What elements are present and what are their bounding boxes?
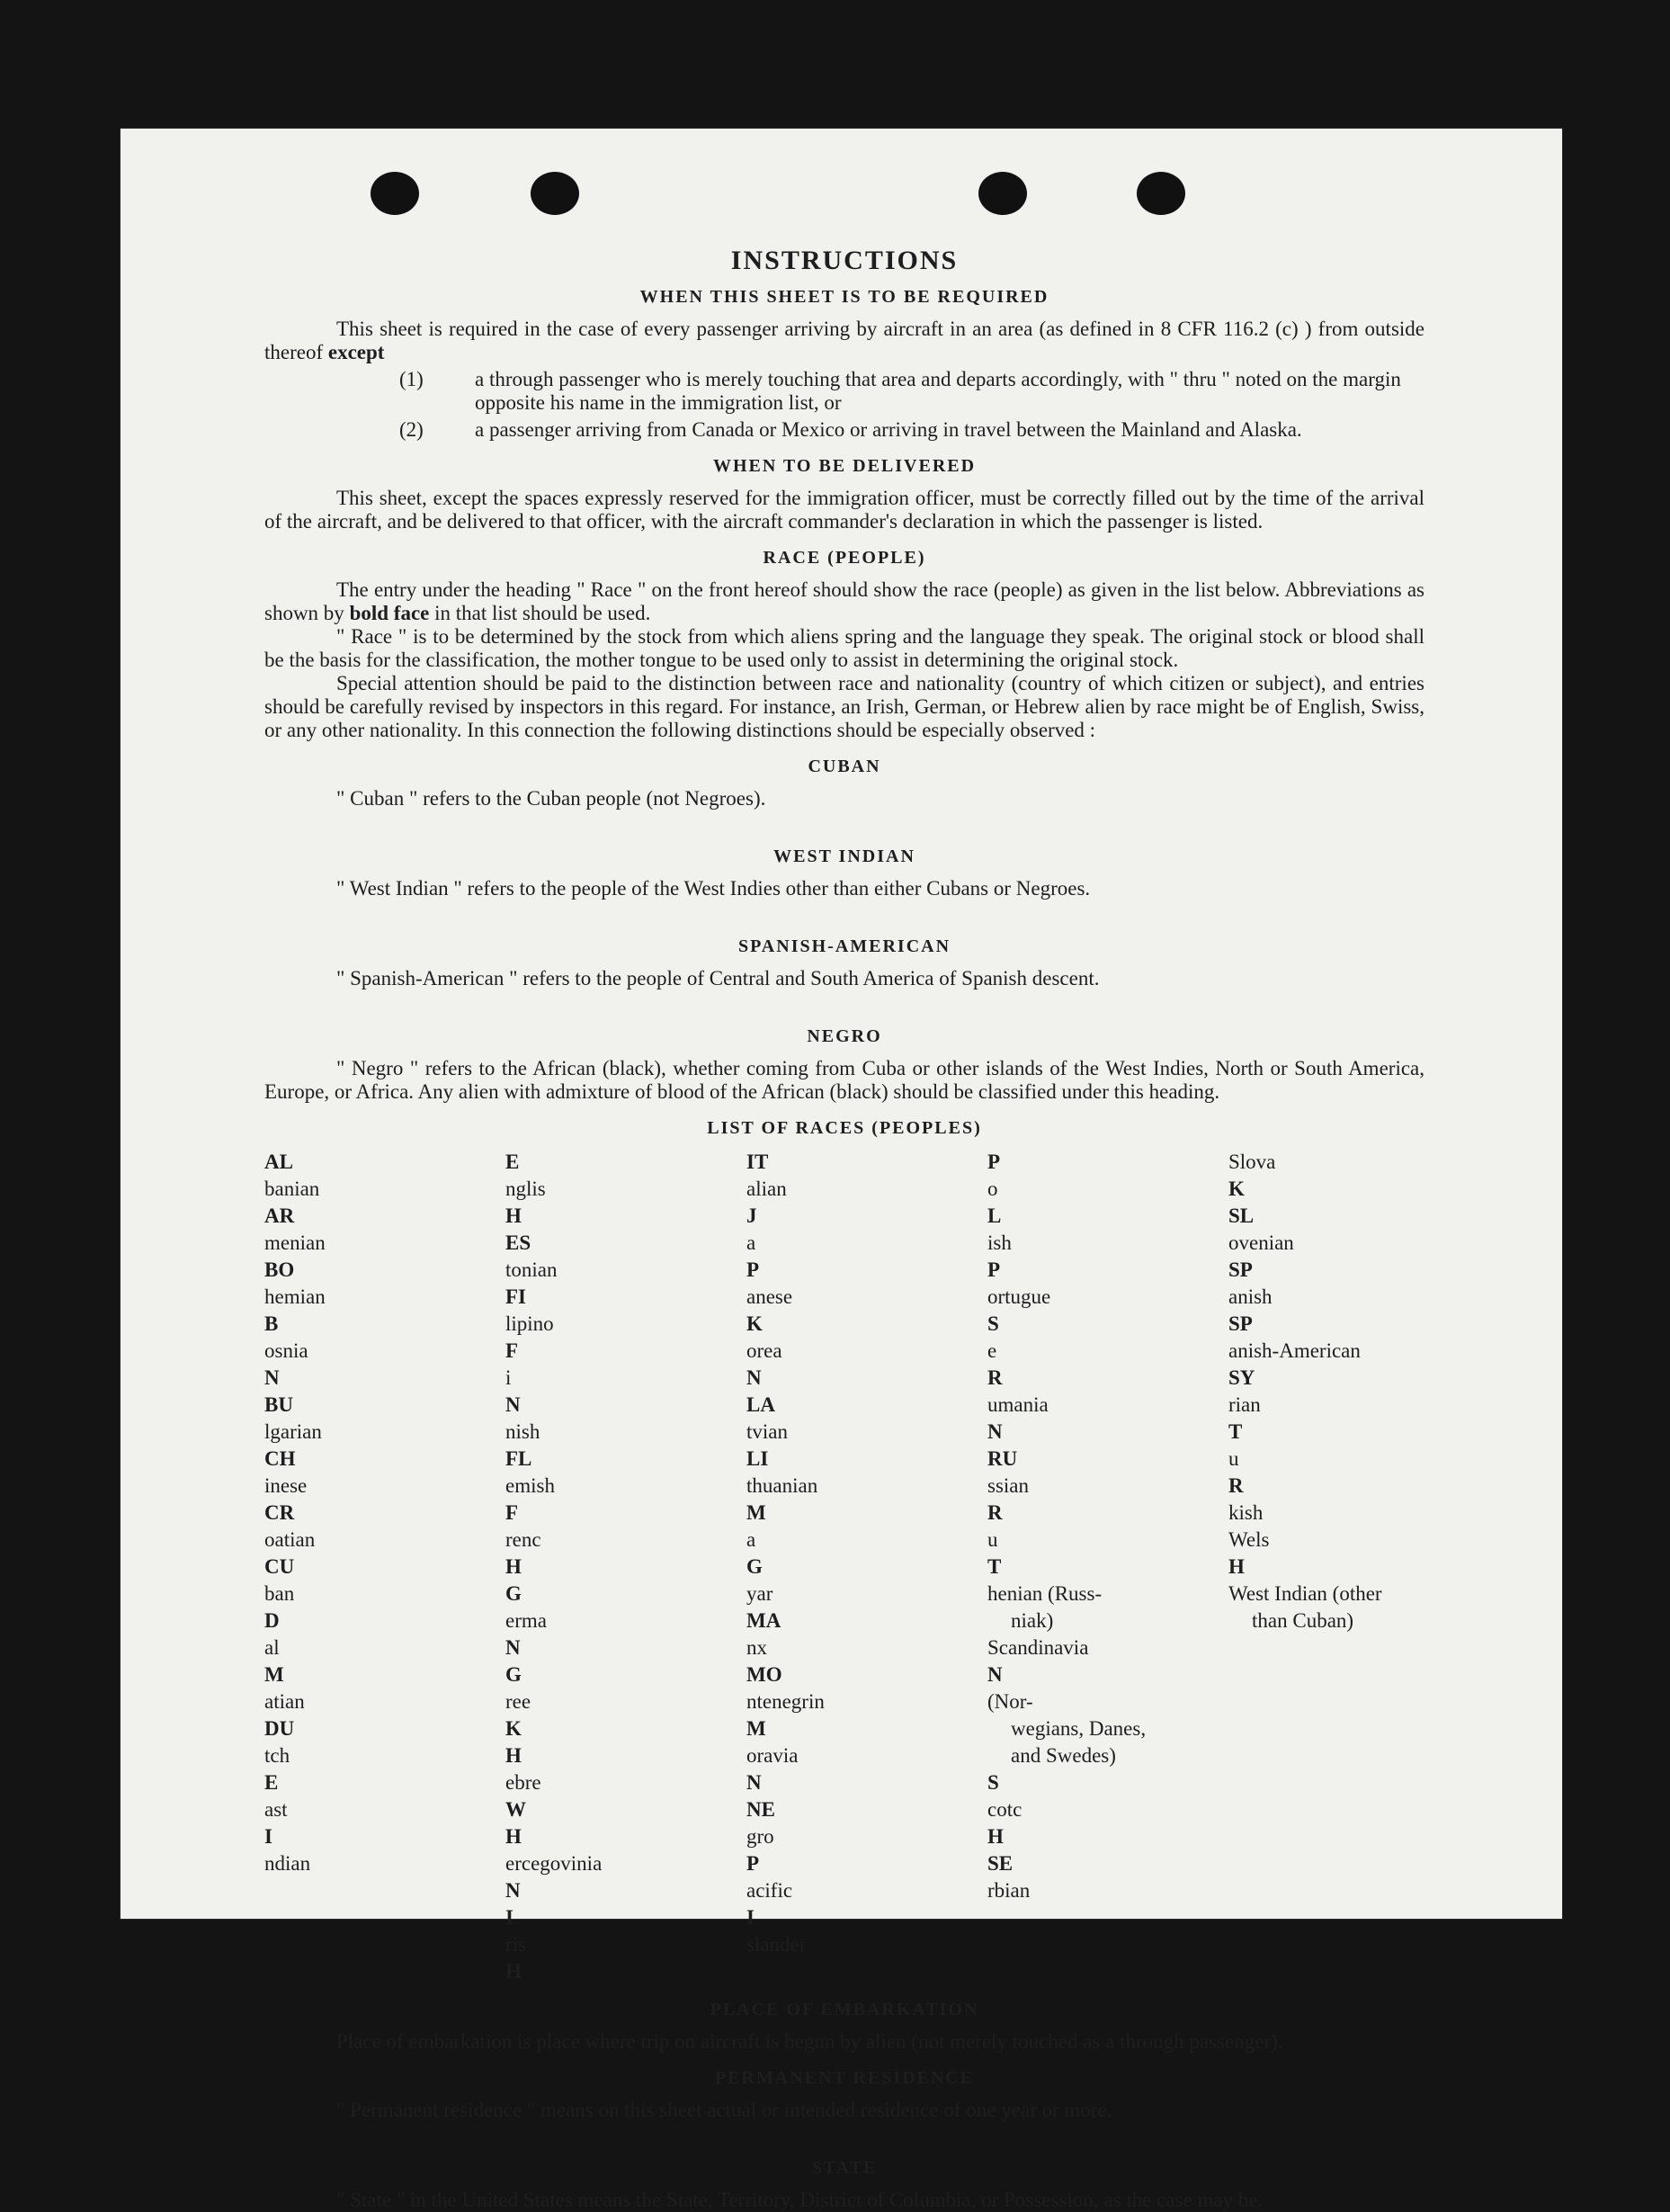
- race-entry: West Indian (other: [1228, 1582, 1382, 1605]
- race-entry: than Cuban): [1252, 1609, 1354, 1632]
- race-entry: CR oatian: [264, 1501, 316, 1551]
- heading-embarkation: PLACE OF EMBARKATION: [710, 2000, 979, 2019]
- west-indian-text: " West Indian " refers to the people of the West Indies other than either Cubans or Negroes.: [336, 877, 1091, 900]
- races-column: [264, 1149, 505, 1985]
- race-entry: MO ntenegrin: [746, 1663, 825, 1713]
- race-entry: NE gro: [746, 1798, 775, 1848]
- race-entry: H ebre W: [505, 1744, 541, 1821]
- race-entry: AR menian: [264, 1205, 326, 1254]
- race-entry: MA nx: [746, 1609, 781, 1659]
- exception-item-1: (1) a through passenger who is merely touching that area and departs accordingly, with " thru " noted on the margin opposite his name in the immigration list, or: [399, 368, 1401, 414]
- race-entry: SP anish-American: [1228, 1312, 1361, 1362]
- race-entry: Slova K: [1228, 1151, 1276, 1200]
- heading-list-of-races: LIST OF RACES (PEOPLES): [707, 1118, 982, 1138]
- when-required-intro: This sheet is required in the case of every passenger arriving by aircraft in an area (as defined in 8 CFR 116.2 (c) ) from outside thereof except: [264, 318, 1424, 363]
- when-delivered-text: This sheet, except the spaces expressly reserved for the immigration officer, must be correctly filled out by the time of the arrival of the aircraft, and be delivered to that officer, with the aircraft commander's declaration in which the passenger is listed.: [264, 487, 1424, 533]
- race-entry: LI thuanian: [746, 1447, 818, 1497]
- races-column: [505, 1149, 746, 1985]
- race-entry: R umania N: [987, 1366, 1049, 1443]
- punch-hole: [371, 172, 419, 215]
- race-entry: G ree K: [505, 1663, 531, 1740]
- punch-hole: [531, 172, 579, 215]
- race-entry: P ortugue S e: [987, 1258, 1051, 1362]
- cuban-text: " Cuban " refers to the Cuban people (not Negroes).: [336, 787, 766, 810]
- heading-state: STATE: [811, 2158, 878, 2178]
- heading-negro: NEGRO: [807, 1026, 882, 1046]
- race-entry: wegians, Danes,: [1011, 1717, 1147, 1740]
- state-text: " State " in the United States means the State, Territory, District of Columbia, or Possession, as the case may be.: [336, 2189, 1264, 2211]
- races-column: [987, 1149, 1228, 1985]
- race-entry: Wels H: [1228, 1528, 1270, 1578]
- race-entry: AL banian: [264, 1151, 320, 1200]
- race-entry: SE rbian: [987, 1852, 1031, 1902]
- race-entry: ES tonian: [505, 1231, 558, 1281]
- race-entry: P acific I slander: [746, 1852, 807, 1956]
- race-entry: G erma N: [505, 1582, 547, 1659]
- race-entry: E nglis H: [505, 1151, 546, 1227]
- race-entry: CU ban: [264, 1555, 295, 1605]
- races-column: [1228, 1149, 1426, 1985]
- race-entry: BO hemian: [264, 1258, 326, 1308]
- page-title: INSTRUCTIONS: [730, 246, 959, 275]
- race-paragraph-1: The entry under the heading " Race " on the front hereof should show the race (people) as given in the list below. Abbreviations as shown by bold face in that list should be used.: [264, 578, 1424, 624]
- race-entry: LA tvian: [746, 1393, 788, 1443]
- race-entry: FL emish: [505, 1447, 555, 1497]
- race-entry: F i N nish: [505, 1339, 540, 1443]
- race-entry: B osnia N: [264, 1312, 308, 1389]
- permanent-residence-text: " Permanent residence " means on this sheet actual or intended residence of one year or more.: [336, 2099, 1112, 2121]
- race-entry: RU ssian: [987, 1447, 1029, 1497]
- spanish-american-text: " Spanish-American " refers to the people of Central and South America of Spanish descent.: [336, 967, 1100, 990]
- heading-spanish-american: SPANISH-AMERICAN: [737, 936, 951, 956]
- heading-permanent-residence: PERMANENT RESIDENCE: [714, 2068, 975, 2088]
- heading-cuban: CUBAN: [808, 757, 881, 776]
- document-page: [121, 129, 1562, 2211]
- race-entry: Scandinavia N (Nor-: [987, 1636, 1089, 1713]
- races-column: [746, 1149, 987, 1985]
- race-entry: M a G yar: [746, 1501, 773, 1605]
- punch-hole: [978, 172, 1027, 215]
- race-entry: M oravia N: [746, 1717, 799, 1794]
- race-entry: E ast I ndian: [264, 1771, 311, 1875]
- race-entry: K orea N: [746, 1312, 782, 1389]
- race-entry: J a P anese: [746, 1205, 793, 1308]
- punch-hole: [1137, 172, 1185, 215]
- race-entry: R u T henian (Russ-: [987, 1501, 1103, 1605]
- race-entry: SL ovenian: [1228, 1205, 1294, 1254]
- negro-text: " Negro " refers to the African (black), whether coming from Cuba or other islands of the West Indies, North or South America, Europe, or Africa. Any alien with admixture of blood of the African (black) should be classified under this heading.: [264, 1057, 1424, 1103]
- race-entry: D al M atian: [264, 1609, 305, 1713]
- exception-item-2: (2) a passenger arriving from Canada or Mexico or arriving in travel between the Mainland and Alaska.: [399, 418, 1302, 441]
- heading-when-required: WHEN THIS SHEET IS TO BE REQUIRED: [639, 287, 1049, 307]
- race-entry: DU tch: [264, 1717, 295, 1767]
- race-entry: and Swedes): [1011, 1744, 1116, 1767]
- race-paragraph-2: " Race " is to be determined by the stock from which aliens spring and the language they speak. The original stock or blood shall be the basis for the classification, the mother tongue to be used only to assist in determining the original stock.: [264, 625, 1424, 671]
- race-entry: T u R kish: [1228, 1420, 1264, 1524]
- heading-when-delivered: WHEN TO BE DELIVERED: [712, 456, 977, 476]
- race-entry: H ercegovinia N: [505, 1825, 603, 1902]
- races-list: [264, 1149, 1424, 1985]
- race-entry: F renc H: [505, 1501, 541, 1578]
- race-entry: FI lipino: [505, 1285, 554, 1335]
- race-entry: CH inese: [264, 1447, 308, 1497]
- race-paragraph-3: Special attention should be paid to the distinction between race and nationality (country of which citizen or subject), and entries should be carefully revised by inspectors in this regard. For instance, an Irish, German, or Hebrew alien by race might be of English, Swiss, or any other nationality. In this connection the following distinctions should be especially observed :: [264, 672, 1424, 741]
- race-entry: SP anish: [1228, 1258, 1273, 1308]
- race-entry: BU lgarian: [264, 1393, 322, 1443]
- instructions-body: [264, 246, 1424, 2212]
- race-entry: IT alian: [746, 1151, 787, 1200]
- embarkation-text: Place of embarkation is place where trip on aircraft is begun by alien (not merely touched as a through passenger).: [336, 2030, 1283, 2053]
- heading-race: RACE (PEOPLE): [763, 548, 926, 568]
- race-entry: SY rian: [1228, 1366, 1261, 1416]
- race-entry: P o L ish: [987, 1151, 1012, 1254]
- race-entry: S cotc H: [987, 1771, 1023, 1848]
- heading-west-indian: WEST INDIAN: [773, 846, 915, 866]
- race-entry: I ris H: [505, 1906, 526, 1983]
- race-entry: niak): [1011, 1609, 1054, 1632]
